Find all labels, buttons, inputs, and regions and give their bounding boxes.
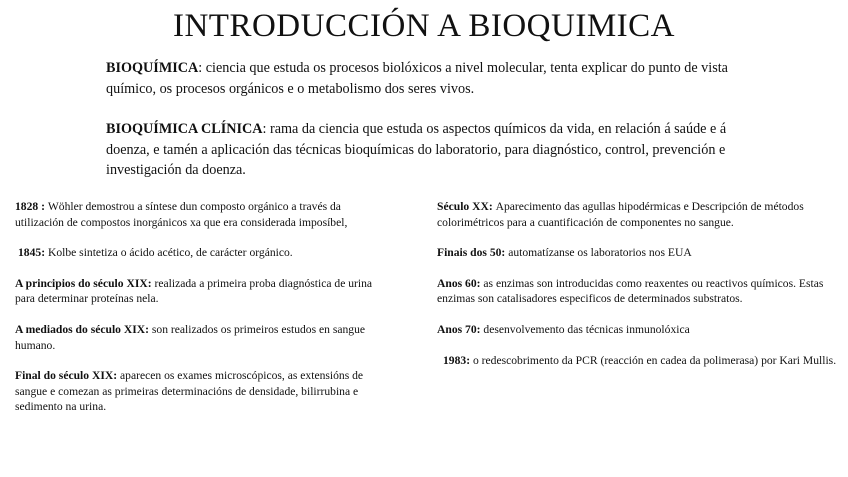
timeline-entry-1845: [15, 245, 390, 261]
entry-label: A principios do século XIX:: [15, 276, 155, 290]
timeline-right-column: [437, 199, 837, 368]
entry-text: automatízanse os laboratorios nos EUA: [508, 246, 692, 260]
definition-text: : ciencia que estuda os procesos biolóxicos a nivel molecular, tenta explicar do punto de vista químico, os procesos orgánicos e o metabolismo dos seres vivos.: [106, 60, 728, 97]
entry-label: Anos 60:: [437, 276, 484, 290]
entry-text: realizada a primeira proba diagnóstica de urina para determinar proteínas nela.: [15, 276, 373, 306]
entry-label: A mediados do século XIX:: [15, 322, 152, 336]
entry-text: Wöhler demostrou a síntese dun composto orgánico a través da utilización de compostos inorgánicos xa que era considerada imposíbel,: [15, 200, 348, 229]
entry-text: Aparecimento das agullas hipodérmicas e Descripción de métodos colorimétricos para a cuantificación de componentes no sangue.: [437, 200, 804, 229]
definitions: [106, 58, 746, 201]
timeline-left-column: [15, 199, 390, 415]
entry-text: desenvolvemento das técnicas inmunolóxica: [483, 322, 690, 336]
entry-label: Anos 70:: [437, 322, 484, 336]
definition-text: : rama da ciencia que estuda os aspectos químicos da vida, en relación á saúde e á doenza, e tamén a aplicación das técnicas bioquímicas do laboratorio, para diagnóstico, control, prevención e investigación da doenza.: [106, 121, 727, 178]
timeline-entry-early-xix: [15, 276, 390, 307]
entry-text: Kolbe sintetiza o ácido acético, de carácter orgánico.: [47, 246, 293, 260]
entry-label: Finais dos 50:: [437, 246, 509, 260]
timeline-entry-xx: [437, 199, 837, 230]
entry-label: 1828 :: [15, 200, 48, 213]
timeline-entry-50s: [437, 245, 837, 261]
definition-bioquimica: [106, 58, 746, 99]
definition-term: BIOQUÍMICA CLÍNICA: [106, 121, 263, 137]
entry-text: as enzimas son introducidas como reaxentes ou reactivos químicos. Estas enzimas son catalisadores especificos de determinados substratos.: [437, 276, 824, 306]
entry-label: 1983:: [443, 353, 473, 367]
timeline-entry-1983: [437, 353, 837, 369]
timeline-entry-1828: [15, 199, 390, 230]
timeline-entry-mid-xix: [15, 322, 390, 353]
timeline-entry-70s: [437, 322, 837, 338]
slide-title: INTRODUCCIÓN A BIOQUIMICA: [172, 8, 675, 44]
entry-label: 1845:: [18, 246, 48, 260]
entry-label: Século XX:: [437, 200, 496, 213]
timeline-entry-late-xix: [15, 368, 390, 415]
entry-text: o redescobrimento da PCR (reacción en cadea da polimerasa) por Kari Mullis.: [472, 353, 837, 367]
definition-term: BIOQUÍMICA: [106, 60, 199, 76]
entry-text: aparecen os exames microscópicos, as extensións de sangue e comezan as primeiras determinacións de densidade, bilirrubina e sedimento na urina.: [15, 369, 364, 414]
definition-bioquimica-clinica: [106, 119, 746, 181]
entry-label: Final do século XIX:: [15, 369, 120, 383]
entry-text: son realizados os primeiros estudos en sangue humano.: [15, 322, 366, 352]
timeline-entry-60s: [437, 276, 837, 307]
